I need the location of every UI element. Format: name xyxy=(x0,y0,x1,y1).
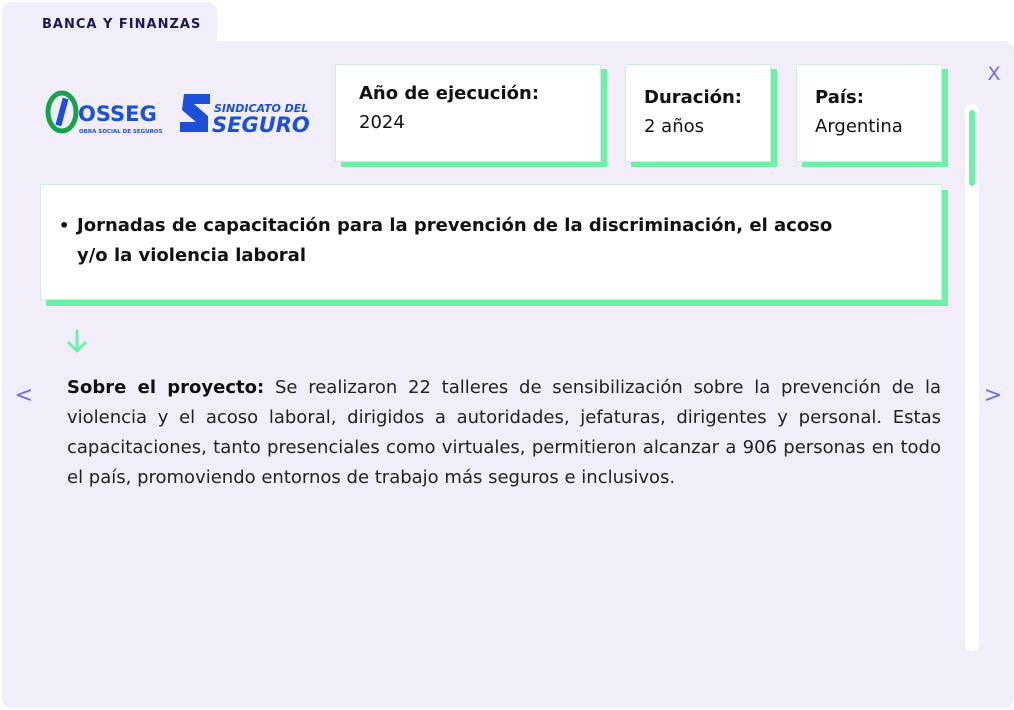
duration-label: Duración: xyxy=(644,87,742,108)
previous-button[interactable]: < xyxy=(14,383,34,408)
project-description xyxy=(67,373,941,493)
osseg-slash-icon xyxy=(55,98,68,127)
osseg-wordmark: OSSEG xyxy=(78,102,157,126)
about-project-text: Se realizaron 22 talleres de sensibilización sobre la prevención de la violencia y el acoso laboral, dirigidos a autoridades, jefaturas, dirigentes y personal. Estas capacitaciones, tanto presenciales como virtuales, permitieron alcanzar a 906 personas en todo el país, promoviendo entornos de trabajo más seguros e inclusivos. xyxy=(67,377,941,488)
sindicato-logo xyxy=(180,94,310,137)
partner-logos xyxy=(44,88,314,140)
year-value: 2024 xyxy=(359,112,405,133)
scrollbar-track[interactable] xyxy=(965,104,979,651)
sindicato-line2: SEGURO xyxy=(212,113,310,137)
sindicato-emblem-icon xyxy=(180,94,210,132)
close-button[interactable]: X xyxy=(987,63,1001,85)
duration-card xyxy=(625,64,771,162)
osseg-subtitle: OBRA SOCIAL DE SEGUROS xyxy=(79,129,163,135)
country-card xyxy=(796,64,942,162)
country-label: País: xyxy=(815,87,864,108)
next-button[interactable]: > xyxy=(983,383,1003,408)
category-tab-label: BANCA Y FINANZAS xyxy=(42,17,202,32)
country-value: Argentina xyxy=(815,116,903,137)
osseg-logo xyxy=(48,93,163,135)
project-bullet-list xyxy=(41,185,941,271)
logos-svg xyxy=(44,88,314,140)
arrow-down-icon xyxy=(64,328,90,356)
scrollbar-thumb[interactable] xyxy=(969,110,975,186)
duration-value: 2 años xyxy=(644,116,705,137)
about-project-label: Sobre el proyecto: xyxy=(67,377,265,398)
category-tab xyxy=(2,2,217,50)
year-card xyxy=(335,64,601,162)
year-label: Año de ejecución: xyxy=(359,83,540,104)
project-bullet-item: • Jornadas de capacitación para la prevención de la discriminación, el acoso y/o la violencia laboral xyxy=(77,211,837,271)
sindicato-line1: SINDICATO DEL xyxy=(214,102,309,115)
project-title-card xyxy=(40,184,942,300)
